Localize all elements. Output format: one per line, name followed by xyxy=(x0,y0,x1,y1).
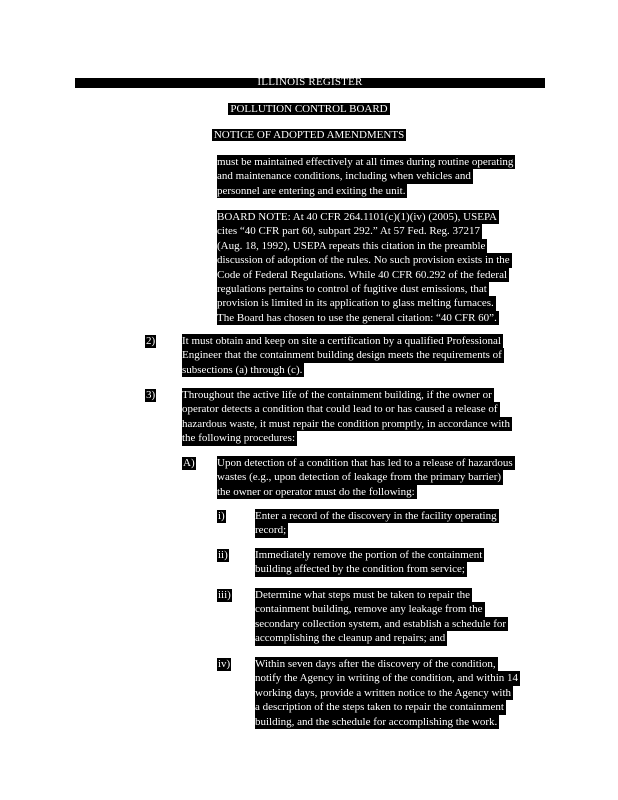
item-i-paragraph xyxy=(255,509,499,538)
item-iv-paragraph xyxy=(255,657,520,729)
item-i-label: i) xyxy=(218,510,225,522)
text-line: subsections (a) through (c). xyxy=(182,363,303,376)
text-line: building, and the schedule for accomplishing the work. xyxy=(255,715,498,728)
text-line: the following procedures: xyxy=(182,432,296,445)
text-line: working days, provide a written notice to the Agency with xyxy=(255,686,511,699)
text-line: BOARD NOTE: At 40 CFR 264.1101(c)(1)(iv) (2005), USEPA xyxy=(217,211,497,223)
text-line: record; xyxy=(255,524,287,537)
item-a-label: A) xyxy=(183,457,195,469)
text-line: wastes (e.g., upon detection of leakage from the primary barrier) xyxy=(217,471,502,484)
text-line: Within seven days after the discovery of the condition, xyxy=(255,658,496,670)
board-title xyxy=(0,103,618,116)
text-line: personnel are entering and exiting the unit. xyxy=(217,184,406,197)
text-line: operator detects a condition that could lead to or has caused a release of xyxy=(182,403,498,416)
notice-title-text: NOTICE OF ADOPTED AMENDMENTS xyxy=(213,129,405,141)
text-line: secondary collection system, and establish a schedule for xyxy=(255,617,507,630)
text-line: building affected by the condition from service; xyxy=(255,563,465,576)
item-ii-paragraph xyxy=(255,548,484,577)
text-line: regulations pertains to control of fugitive dust emissions, that xyxy=(217,283,487,296)
text-line: Enter a record of the discovery in the facility operating xyxy=(255,510,497,522)
item-iv-label: iv) xyxy=(218,658,231,670)
intro-paragraph xyxy=(217,155,515,198)
notice-title xyxy=(0,129,618,142)
item-3-paragraph xyxy=(182,388,512,446)
item-2-paragraph xyxy=(182,334,504,377)
text-line: Determine what steps must be taken to repair the xyxy=(255,589,471,601)
item-3-label: 3) xyxy=(146,389,156,401)
text-line: notify the Agency in writing of the condition, and within 14 xyxy=(255,672,519,685)
text-line: Engineer that the containment building design meets the requirements of xyxy=(182,349,502,362)
text-line: the owner or operator must do the following: xyxy=(217,485,415,498)
item-iii-label: iii) xyxy=(218,589,231,601)
text-line: (Aug. 18, 1992), USEPA repeats this citation in the preamble xyxy=(217,239,486,252)
item-iii-paragraph xyxy=(255,588,508,646)
text-line: The Board has chosen to use the general citation: “40 CFR 60”. xyxy=(217,311,497,324)
board-title-text: POLLUTION CONTROL BOARD xyxy=(230,103,388,115)
text-line: and maintenance conditions, including when vehicles and xyxy=(217,170,471,183)
text-line: hazardous waste, it must repair the condition promptly, in accordance with xyxy=(182,417,510,430)
text-line: It must obtain and keep on site a certification by a qualified Professional xyxy=(182,335,501,347)
item-2-label: 2) xyxy=(146,335,156,347)
text-line: Throughout the active life of the containment building, if the owner or xyxy=(182,389,492,401)
board-note-paragraph xyxy=(217,210,512,325)
text-line: must be maintained effectively at all times during routine operating xyxy=(217,156,514,168)
text-line: cites “40 CFR part 60, subpart 292.” At 57 Fed. Reg. 37217 xyxy=(217,225,481,238)
text-line: Immediately remove the portion of the containment xyxy=(255,549,483,561)
item-ii-label: ii) xyxy=(218,549,228,561)
text-line: Upon detection of a condition that has led to a release of hazardous xyxy=(217,457,513,469)
register-title: ILLINOIS REGISTER xyxy=(257,76,363,88)
text-line: accomplishing the cleanup and repairs; and xyxy=(255,632,446,645)
text-line: discussion of adoption of the rules. No such provision exists in the xyxy=(217,254,510,267)
item-a-paragraph xyxy=(217,456,515,499)
text-line: provision is limited in its application to glass melting furnaces. xyxy=(217,297,494,310)
text-line: a description of the steps taken to repair the containment xyxy=(255,701,504,714)
text-line: Code of Federal Regulations. While 40 CFR 60.292 of the federal xyxy=(217,268,508,281)
text-line: containment building, remove any leakage from the xyxy=(255,603,483,616)
